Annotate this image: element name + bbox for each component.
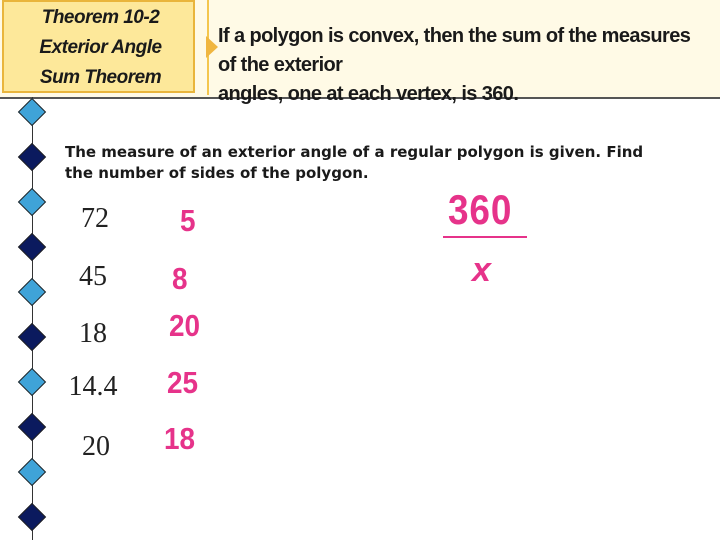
diamond-bullet-icon	[18, 413, 46, 441]
formula-numerator: 360	[448, 186, 513, 233]
formula-fraction-bar	[443, 236, 527, 238]
statement-line-2: angles, one at each vertex, is 360.	[218, 83, 519, 105]
diamond-bullet-icon	[18, 368, 46, 396]
answer-sides-3: 20	[169, 308, 201, 343]
theorem-name-line-1: Exterior Angle	[39, 37, 162, 58]
prompt-line-1: The measure of an exterior angle of a regular polygon is given. Find	[65, 143, 644, 161]
theorem-header	[0, 0, 720, 105]
diamond-bullet-icon	[18, 503, 46, 531]
given-angle-2: 45	[79, 261, 107, 292]
given-angle-4: 14.4	[68, 371, 118, 402]
problem-prompt	[65, 142, 665, 184]
formula-denominator: x	[472, 251, 491, 289]
diamond-bullet-icon	[18, 458, 46, 486]
answer-sides-4: 25	[167, 365, 199, 400]
statement-line-1: If a polygon is convex, then the sum of the measures of the exterior	[218, 25, 691, 76]
answer-sides-2: 8	[172, 261, 188, 296]
theorem-statement	[218, 22, 708, 109]
given-angle-3: 18	[79, 318, 107, 349]
diamond-bullet-icon	[18, 278, 46, 306]
diamond-bullet-icon	[18, 233, 46, 261]
theorem-name-line-2: Sum Theorem	[39, 67, 162, 88]
diamond-bullet-icon	[18, 98, 46, 126]
given-angle-1: 72	[81, 203, 109, 234]
given-angle-5: 20	[82, 431, 110, 462]
diamond-bullet-icon	[18, 143, 46, 171]
prompt-line-2: the number of sides of the polygon.	[65, 164, 369, 182]
answer-sides-5: 18	[164, 421, 196, 456]
diamond-bullet-icon	[18, 323, 46, 351]
diamond-bullet-icon	[18, 188, 46, 216]
theorem-label-box	[2, 0, 195, 93]
theorem-number: Theorem 10-2	[41, 7, 160, 28]
pointer-arrow-icon	[206, 36, 218, 58]
answer-sides-1: 5	[180, 203, 196, 238]
